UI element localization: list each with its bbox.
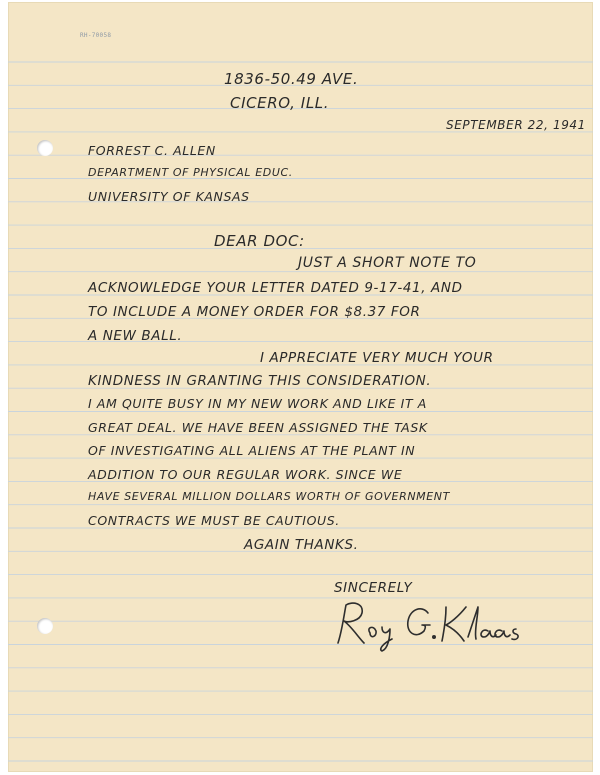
salutation: DEAR DOC: (214, 232, 305, 250)
body-line: HAVE SEVERAL MILLION DOLLARS WORTH OF GOVERNMENT (88, 490, 450, 503)
body-line: AGAIN THANKS. (244, 537, 359, 553)
body-line: ADDITION TO OUR REGULAR WORK. SINCE WE (88, 467, 403, 482)
body-line: OF INVESTIGATING ALL ALIENS AT THE PLANT IN (88, 443, 416, 458)
recipient-name: FORREST C. ALLEN (88, 143, 216, 158)
closing: SINCERELY (334, 580, 413, 596)
body-line: GREAT DEAL. WE HAVE BEEN ASSIGNED THE TASK (88, 420, 428, 435)
letter-date: SEPTEMBER 22, 1941 (446, 118, 586, 132)
recipient-school: UNIVERSITY OF KANSAS (88, 189, 250, 204)
letter-paper (8, 2, 593, 772)
archive-stamp: RH-70058 (80, 32, 112, 39)
body-line: I APPRECIATE VERY MUCH YOUR (260, 350, 494, 366)
body-line: JUST A SHORT NOTE TO (298, 255, 477, 271)
body-line: CONTRACTS WE MUST BE CAUTIOUS. (88, 513, 340, 528)
recipient-department: DEPARTMENT OF PHYSICAL EDUC. (88, 166, 293, 179)
body-line: A NEW BALL. (88, 328, 183, 344)
punch-hole-bottom (37, 618, 53, 634)
address-line-2: CICERO, ILL. (230, 94, 330, 112)
body-line: ACKNOWLEDGE YOUR LETTER DATED 9-17-41, AND (88, 280, 463, 296)
punch-hole-top (37, 140, 53, 156)
handwritten-signature (330, 597, 530, 657)
address-line-1: 1836-50.49 AVE. (224, 70, 359, 88)
body-line: KINDNESS IN GRANTING THIS CONSIDERATION. (88, 373, 432, 389)
body-line: TO INCLUDE A MONEY ORDER FOR $8.37 FOR (88, 304, 421, 320)
body-line: I AM QUITE BUSY IN MY NEW WORK AND LIKE IT A (88, 396, 427, 411)
